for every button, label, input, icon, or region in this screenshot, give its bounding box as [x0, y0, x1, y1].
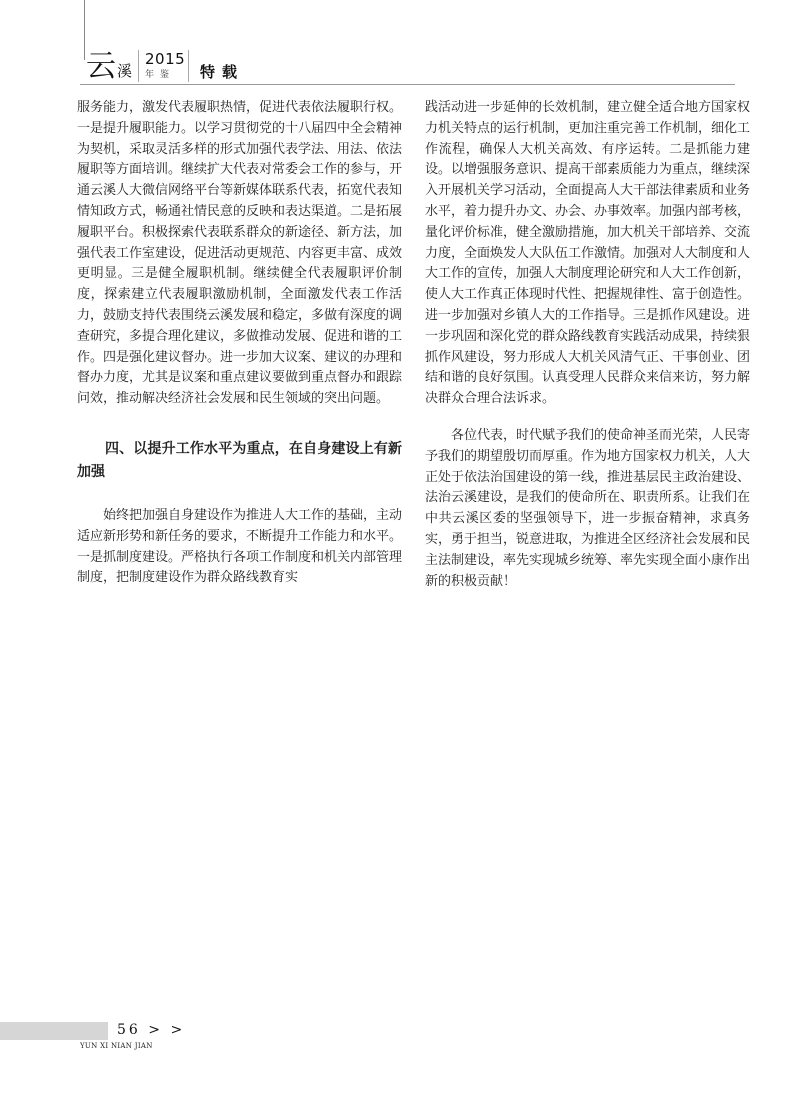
- yearbook-label: 年鉴: [145, 70, 176, 80]
- header-horizontal-rule: [80, 84, 735, 85]
- yearbook-year: 2015: [145, 50, 186, 68]
- footer-subtitle: YUN XI NIAN JIAN: [80, 1042, 153, 1050]
- body-paragraph: 始终把加强自身建设作为推进人大工作的基础，主动适应新形势和新任务的要求，不断提升工作能力和水平。一是抓制度建设。严格执行各项工作制度和机关内部管理制度，把制度建设作为群众路线教育实: [77, 507, 403, 586]
- body-paragraph: 服务能力，激发代表履职热情，促进代表依法履职行权。一是提升履职能力。以学习贯彻党的十八届四中全会精神为契机，采取灵活多样的形式加强代表学法、用法、依法履职等方面培训。继续扩大代表对常委会工作的参与，开通云溪人大微信网络平台等新媒体联系代表，拓宽代表知情知政方式，畅通社情民意的反映和表达渠道。二是拓展履职平台。积极探索代表联系群众的新途径、新方法，加强代表工作室建设，促进活动更规范、内容更丰富、成效更明显。三是健全履职机制。继续健全代表履职评价制度，探索建立代表履职激励机制，全面激发代表工作活力，鼓励支持代表围绕云溪发展和稳定，多做有深度的调查研究，多提合理化建议，多做推动发展、促进和谐的工作。四是强化建议督办。进一步加大议案、建议的办理和督办力度，尤其是议案和重点建议要做到重点督办和跟踪问效，推动解决经济社会发展和民生领域的突出问题。: [77, 100, 403, 407]
- header-divider: [138, 50, 139, 82]
- footer-bar: [0, 1022, 108, 1040]
- page-number: 56 > >: [117, 1022, 186, 1038]
- right-column: [425, 98, 750, 592]
- left-column: [77, 98, 402, 589]
- header-vertical-rule: [84, 0, 85, 60]
- logo-character-yun: 云: [86, 49, 116, 84]
- section-title: 特载: [200, 63, 245, 81]
- body-paragraph: 践活动进一步延伸的长效机制，建立健全适合地方国家权力机关特点的运行机制，更加注重完善工作机制，细化工作流程，确保人大机关高效、有序运转。二是抓能力建设。以增强服务意识、提高干部素质能力为重点，继续深入开展机关学习活动，全面提高人大干部法律素质和业务水平，着力提升办文、办会、办事效率。加强内部考核，量化评价标准，健全激励措施，加大机关干部培养、交流力度，全面焕发人大队伍工作激情。加强对人大制度和人大工作的宣传，加强人大制度理论研究和人大工作创新，使人大工作真正体现时代性、把握规律性、富于创造性。进一步加强对乡镇人大的工作指导。三是抓作风建设。进一步巩固和深化党的群众路线教育实践活动成果，持续狠抓作风建设，努力形成人大机关风清气正、干事创业、团结和谐的良好氛围。认真受理人民群众来信来访，努力解决群众合理合法诉求。: [425, 100, 751, 407]
- header-divider: [188, 50, 189, 82]
- body-paragraph: 各位代表，时代赋予我们的使命神圣而光荣，人民寄予我们的期望殷切而厚重。作为地方国家权力机关，人大正处于依法治国建设的第一线，推进基层民主政治建设、法治云溪建设，是我们的使命所在、职责所系。让我们在中共云溪区委的坚强领导下，进一步振奋精神，求真务实，勇于担当，锐意进取，为推进全区经济社会发展和民主法制建设，率先实现城乡统筹、率先实现全面小康作出新的积极贡献！: [425, 427, 751, 589]
- section-heading: 四、以提升工作水平为重点，在自身建设上有新加强: [77, 440, 402, 480]
- logo-character-xi: 溪: [117, 62, 133, 80]
